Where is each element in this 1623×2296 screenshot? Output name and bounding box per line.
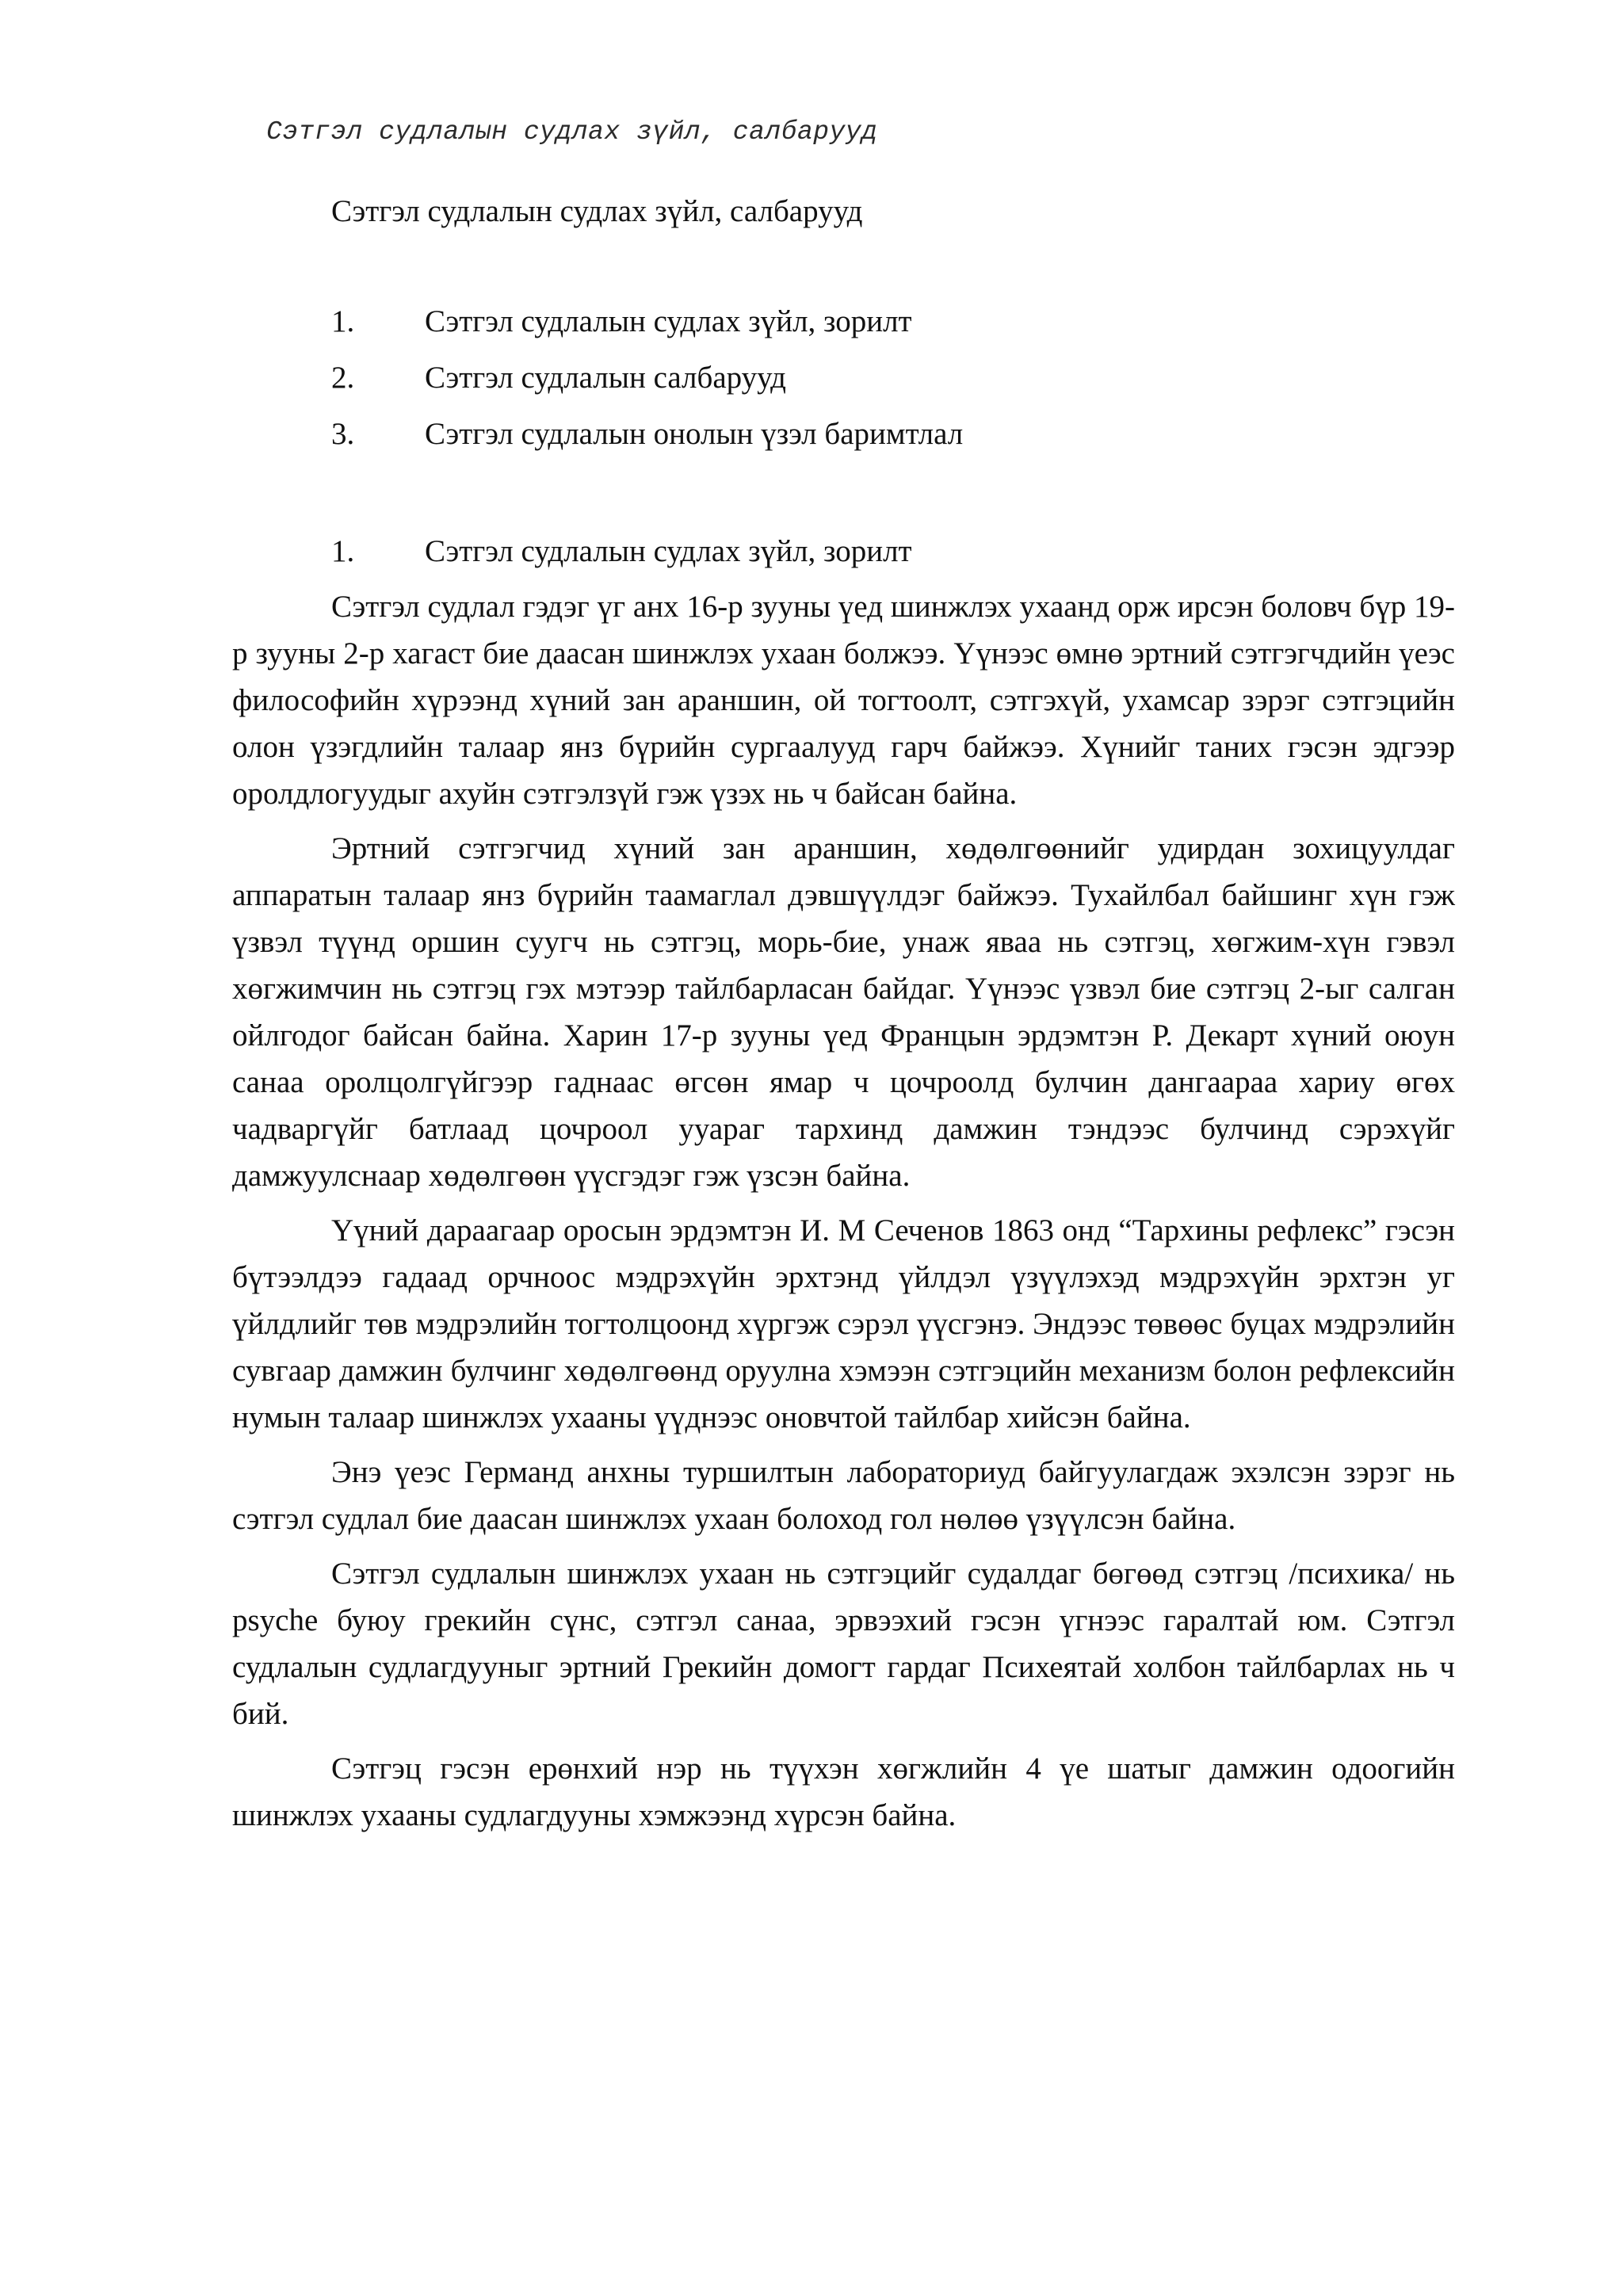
toc-item-number: 3.	[331, 417, 355, 451]
toc-item-number: 2.	[331, 361, 355, 395]
toc-item-number: 1.	[331, 304, 355, 338]
toc-item-label: Сэтгэл судлалын судлах зүйл, зорилт	[425, 304, 912, 338]
toc-item	[331, 304, 1441, 361]
paragraph: Сэтгэц гэсэн ерөнхий нэр нь түүхэн хөгжлийн 4 үе шатыг дамжин одоогийн шинжлэх ухааны судлагдууны хэмжээнд хүрсэн байна.	[232, 1752, 1455, 1832]
paragraph: Сэтгэл судлал гэдэг үг анх 16-р зууны үед шинжлэх ухаанд орж ирсэн боловч бүр 19-р зууны 2-р хагаст бие даасан шинжлэх ухаан болжээ. Үүнээс өмнө эртний сэтгэгчдийн үеэс философийн хүрээнд хүний зан араншин, ой тогтоолт, сэтгэхүй, ухамсар зэрэг сэтгэцийн олон үзэгдлийн талаар янз бүрийн сургаалууд гарч байжээ. Хүнийг таних гэсэн эдгээр оролдлогуудыг ахуйн сэтгэлзүй гэж үзэх нь ч байсан байна.	[232, 590, 1455, 811]
toc-item	[331, 417, 1441, 473]
paragraph: Үүний дараагаар оросын эрдэмтэн И. М Сеченов 1863 онд “Тархины рефлекс” гэсэн бүтээлдээ гадаад орчноос мэдрэхүйн эрхтэнд үйлдэл үзүүлэхэд мэдрэхүйн эрхтэн уг үйлдлийг төв мэдрэлийн тогтолцоонд хүргэж сэрэл үүсгэнэ. Эндээс төвөөс буцах мэдрэлийн сувгаар дамжин булчинг хөдөлгөөнд оруулна хэмээн сэтгэцийн механизм болон рефлексийн нумын талаар шинжлэх ухааны үүднээс оновчтой тайлбар хийсэн байна.	[232, 1213, 1455, 1435]
toc-item	[331, 361, 1441, 417]
section-heading	[331, 534, 1441, 569]
paragraph: Энэ үеэс Германд анхны туршилтын лабораториуд байгуулагдаж эхэлсэн зэрэг нь сэтгэл судлал бие даасан шинжлэх ухаан болоход гол нөлөө үзүүлсэн байна.	[232, 1455, 1455, 1536]
table-of-contents	[331, 304, 1441, 473]
running-header: Сэтгэл судлалын судлах зүйл, салбарууд	[266, 117, 878, 147]
paragraph: Сэтгэл судлалын шинжлэх ухаан нь сэтгэцийг судалдаг бөгөөд сэтгэц /психика/ нь psyche буюу грекийн сүнс, сэтгэл санаа, эрвээхий гэсэн үгнээс гаралтай юм. Сэтгэл судлалын судлагдууныг эртний Грекийн домогт гардаг Психеятай холбон тайлбарлах нь ч бий.	[232, 1557, 1455, 1731]
paragraph: Эртний сэтгэгчид хүний зан араншин, хөдөлгөөнийг удирдан зохицуулдаг аппаратын талаар янз бүрийн таамаглал дэвшүүлдэг байжээ. Тухайлбал байшинг хүн гэж үзвэл түүнд оршин суугч нь сэтгэц, морь-бие, унаж яваа нь сэтгэц, хөгжим-хүн гэвэл хөгжимчин нь сэтгэц гэх мэтээр тайлбарласан байдаг. Үүнээс үзвэл бие сэтгэц 2-ыг салган ойлгодог байсан байна. Харин 17-р зууны үед Францын эрдэмтэн Р. Декарт хүний оюун санаа оролцолгүйгээр гаднаас өгсөн ямар ч цочроолд булчин дангаараа хариу өгөх чадваргүйг батлаад цочроол ууараг тархинд дамжин тэндээс булчинд сэрэхүйг дамжуулснаар хөдөлгөөн үүсгэдэг гэж үзсэн байна.	[232, 831, 1455, 1193]
toc-item-label: Сэтгэл судлалын салбарууд	[425, 361, 787, 395]
toc-item-label: Сэтгэл судлалын онолын үзэл баримтлал	[425, 417, 964, 451]
body-text	[232, 583, 1455, 1847]
section-title: Сэтгэл судлалын судлах зүйл, зорилт	[425, 534, 912, 568]
document-title: Сэтгэл судлалын судлах зүйл, салбарууд	[331, 194, 863, 228]
section-number: 1.	[331, 534, 355, 568]
